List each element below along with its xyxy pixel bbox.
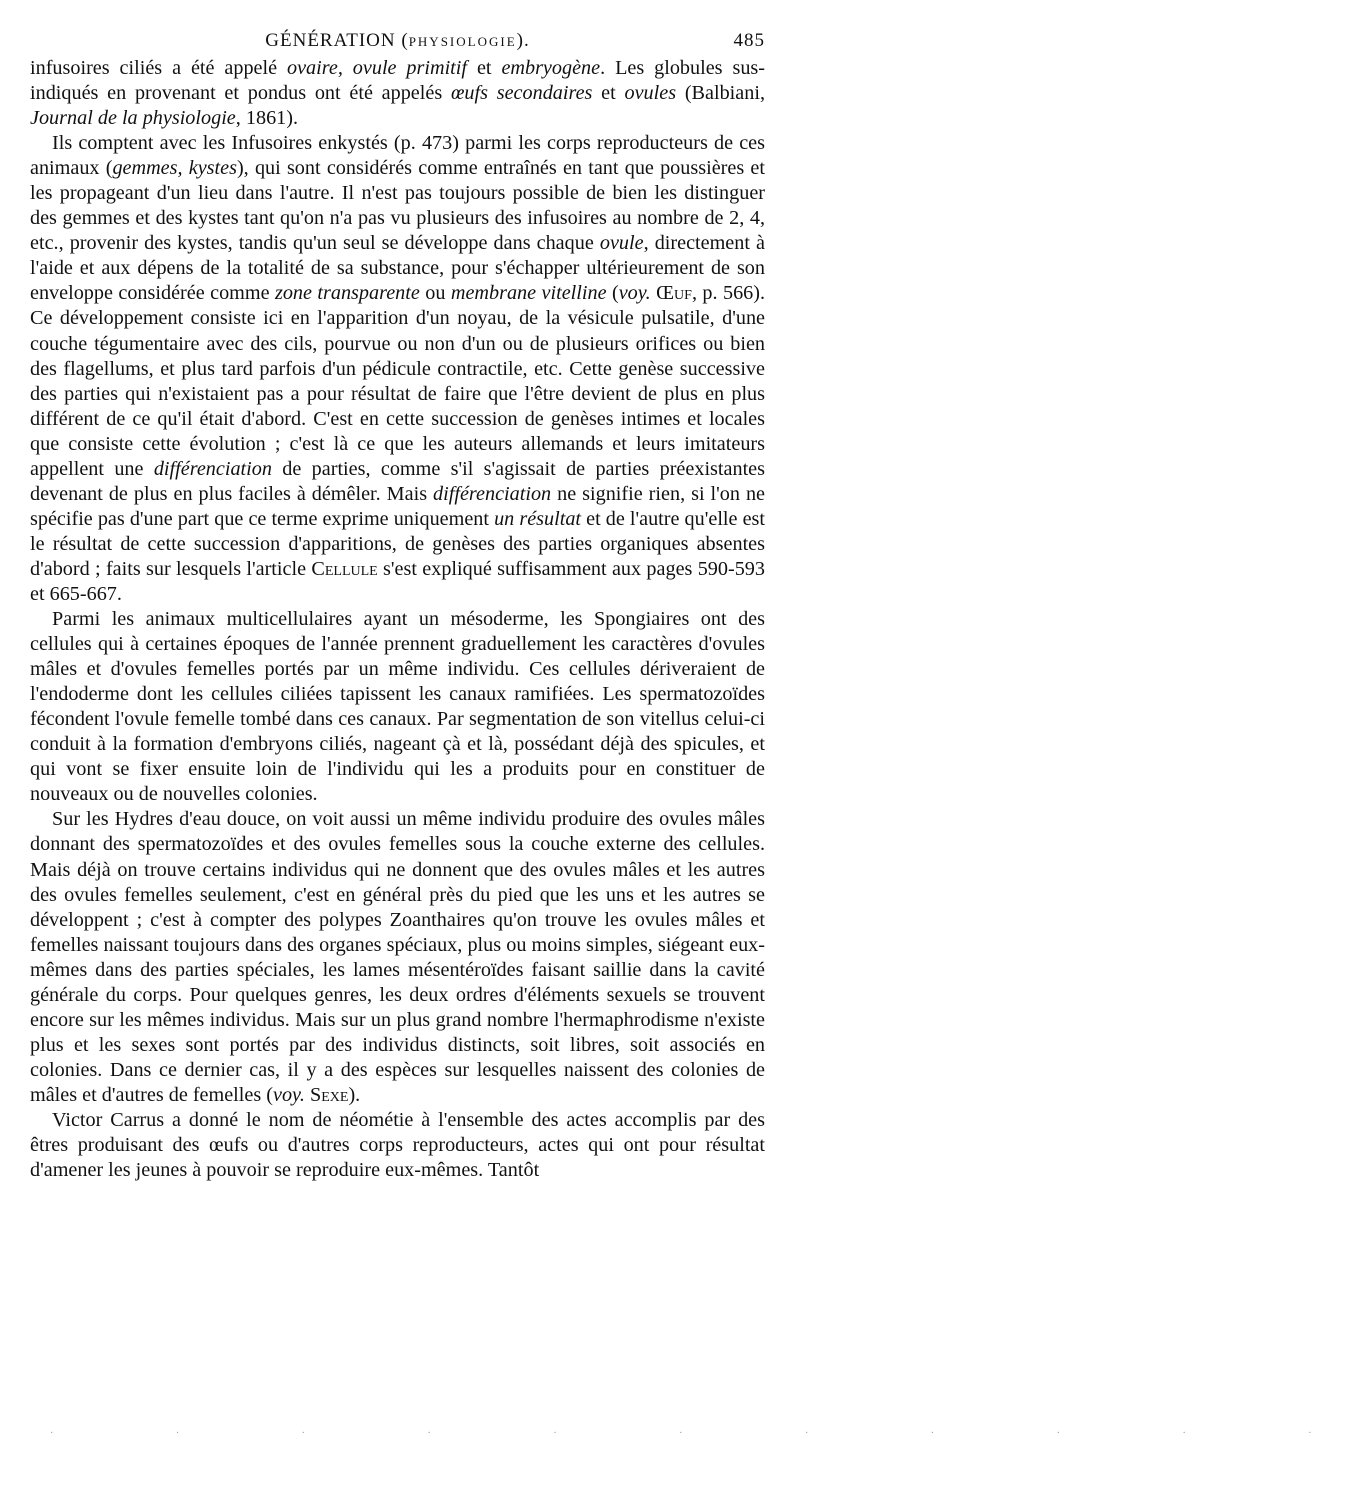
text-segment: ( bbox=[606, 282, 619, 305]
italic-term: ovaire, ovule primitif bbox=[287, 57, 468, 79]
small-caps-reference: Cellule bbox=[311, 557, 378, 580]
text-segment: . Les globules sus-indiqués en provenant et pondus ont été appelés bbox=[30, 57, 765, 105]
document-page bbox=[30, 30, 1372, 1470]
paragraph-p5 bbox=[30, 1108, 765, 1183]
text-segment: (Balbiani, bbox=[676, 82, 765, 105]
text-segment: Ils comptent avec les Infusoires enkystés (p. 473) parmi les corps reproducteurs de ces animaux ( bbox=[30, 132, 765, 180]
italic-term: œufs secondaires bbox=[450, 82, 593, 105]
paragraph-p2 bbox=[30, 131, 765, 607]
italic-term: gemmes, kystes bbox=[112, 157, 237, 180]
text-segment: , 1861). bbox=[235, 107, 299, 130]
italic-term: embryogène bbox=[501, 57, 601, 79]
paragraph-p3 bbox=[30, 607, 765, 807]
italic-term: un résultat bbox=[494, 507, 582, 530]
text-segment: Victor Carrus a donné le nom de néométie à l'ensemble des actes accomplis par des êtres produisant des œufs ou d'autres corps reproducteurs, actes qui ont pour résultat d'amener les jeunes à pouvoir se reproduire eux-mêmes. Tantôt bbox=[30, 1108, 765, 1182]
italic-term: voy. bbox=[618, 282, 651, 305]
small-caps-reference: Œuf bbox=[656, 282, 692, 305]
italic-term: zone transparente bbox=[274, 282, 420, 305]
text-segment: ou bbox=[419, 282, 451, 305]
italic-term: ovules bbox=[624, 82, 677, 105]
text-segment: Sur les Hydres d'eau douce, on voit aussi un même individu produire des ovules mâles donnant des spermatozoïdes et des ovules femelles sous la couche externe des cellules. Mais déjà on trouve certains individus qui ne donnent que des ovules mâles et les autres des ovules femelles seulement, c'est en général près du pied que les uns et les autres se développent ; c'est à compter des polypes Zoanthaires qu'on trouve les ovules mâles et femelles naissant toujours dans des organes spéciaux, plus ou moins simples, siégeant eux-mêmes dans des parties spéciales, les lames mésentéroïdes faisant saillie dans la cavité générale du corps. Pour quelques genres, les deux ordres d'éléments sexuels se trouvent encore sur les mêmes individus. Mais sur un plus grand nombre l'hermaphrodisme n'existe plus et les sexes sont portés par des individus distincts, soit libres, soit associés en colonies. Dans ce dernier cas, il y a des espèces sur lesquelles naissent des colonies de mâles et d'autres de femelles ( bbox=[30, 808, 765, 1106]
italic-term: membrane vitelline bbox=[450, 282, 607, 305]
text-segment: ). bbox=[348, 1083, 361, 1106]
text-segment: s'est expliqué suffisamment aux pages 590-593 et 665-667. bbox=[30, 557, 765, 605]
text-segment: Parmi les animaux multicellulaires ayant un mésoderme, les Spongiaires ont des cellules qui à certaines époques de l'année prennent graduellement les caractères d'ovules mâles et d'ovules femelles portés par un même individu. Ces cellules dériveraient de l'endoderme dont les cellules ciliées tapissent les canaux ramifiées. Les spermatozoïdes fécondent l'ovule femelle tombé dans ces canaux. Par segmentation de son vitellus celui-ci conduit à la formation d'embryons ciliés, nageant çà et là, possédant déjà des spicules, et qui vont se fixer ensuite loin de l'individu qui les a produits pour en constituer de nouveaux ou de nouvelles colonies. bbox=[30, 608, 765, 806]
text-segment: ne signifie rien, si l'on ne spécifie pas d'une part que ce terme exprime uniquement bbox=[30, 482, 765, 530]
page-number: 485 bbox=[733, 30, 765, 51]
text-segment: , directement à l'aide et aux dépens de la totalité de sa substance, pour s'échapper ultérieurement de son enveloppe considérée comme bbox=[30, 232, 765, 305]
running-title-main: GÉNÉRATION bbox=[265, 30, 396, 51]
italic-term: voy. bbox=[272, 1083, 305, 1106]
running-title-sub: PHYSIOLOGIE bbox=[408, 34, 517, 49]
running-title bbox=[30, 30, 765, 52]
text-segment: ), qui sont considérés comme entraînés en tant que poussières et les propageant d'un lieu dans l'autre. Il n'est pas toujours possible de bien les distinguer des gemmes et des kystes tant qu'on n'a pas vu plusieurs des infusoires au nombre de 2, 4, etc., provenir des kystes, tandis qu'un seul se développe dans chaque bbox=[30, 157, 765, 255]
small-caps-reference: Sexe bbox=[309, 1083, 349, 1106]
italic-term: différenciation bbox=[433, 482, 552, 505]
italic-term: ovule bbox=[599, 232, 644, 255]
italic-term: Journal de la physiologie bbox=[30, 107, 236, 130]
paragraph-p4 bbox=[30, 807, 765, 1108]
text-segment: et bbox=[467, 57, 502, 79]
text-segment: de parties, comme s'il s'agissait de parties préexistantes devenant de plus en plus faciles à démêler. Mais bbox=[30, 457, 765, 505]
text-segment: et bbox=[592, 82, 625, 105]
text-segment: infusoires ciliés a été appelé bbox=[30, 57, 287, 79]
italic-term: différenciation bbox=[153, 457, 272, 480]
running-title-paren-close: ). bbox=[516, 30, 530, 51]
text-segment: et de l'autre qu'elle est le résultat de cette succession d'apparitions, de genèses des parties organiques absentes d'abord ; faits sur lesquels l'article bbox=[30, 507, 765, 580]
running-title-paren-open: ( bbox=[401, 30, 409, 51]
running-header bbox=[30, 30, 765, 56]
text-segment: , p. 566). Ce développement consiste ici en l'apparition d'un noyau, de la vésicule pulsatile, d'une couche tégumentaire avec des cils, pourvue ou non d'un ou de plusieurs orifices ou bien des flagellums, et plus tard parfois d'un pédicule contractile, etc. Cette genèse successive des parties qui n'existaient pas a pour résultat de faire que l'être devient de plus en plus différent de ce qu'il était d'abord. C'est en cette succession de genèses intimes et locales que consiste cette évolution ; c'est là ce que les auteurs allemands et leurs imitateurs appellent une bbox=[30, 282, 766, 480]
footer-print-marks: · · · · · · · · · · · bbox=[50, 1428, 1372, 1439]
body-text bbox=[30, 56, 765, 1183]
paragraph-p1 bbox=[30, 56, 765, 131]
